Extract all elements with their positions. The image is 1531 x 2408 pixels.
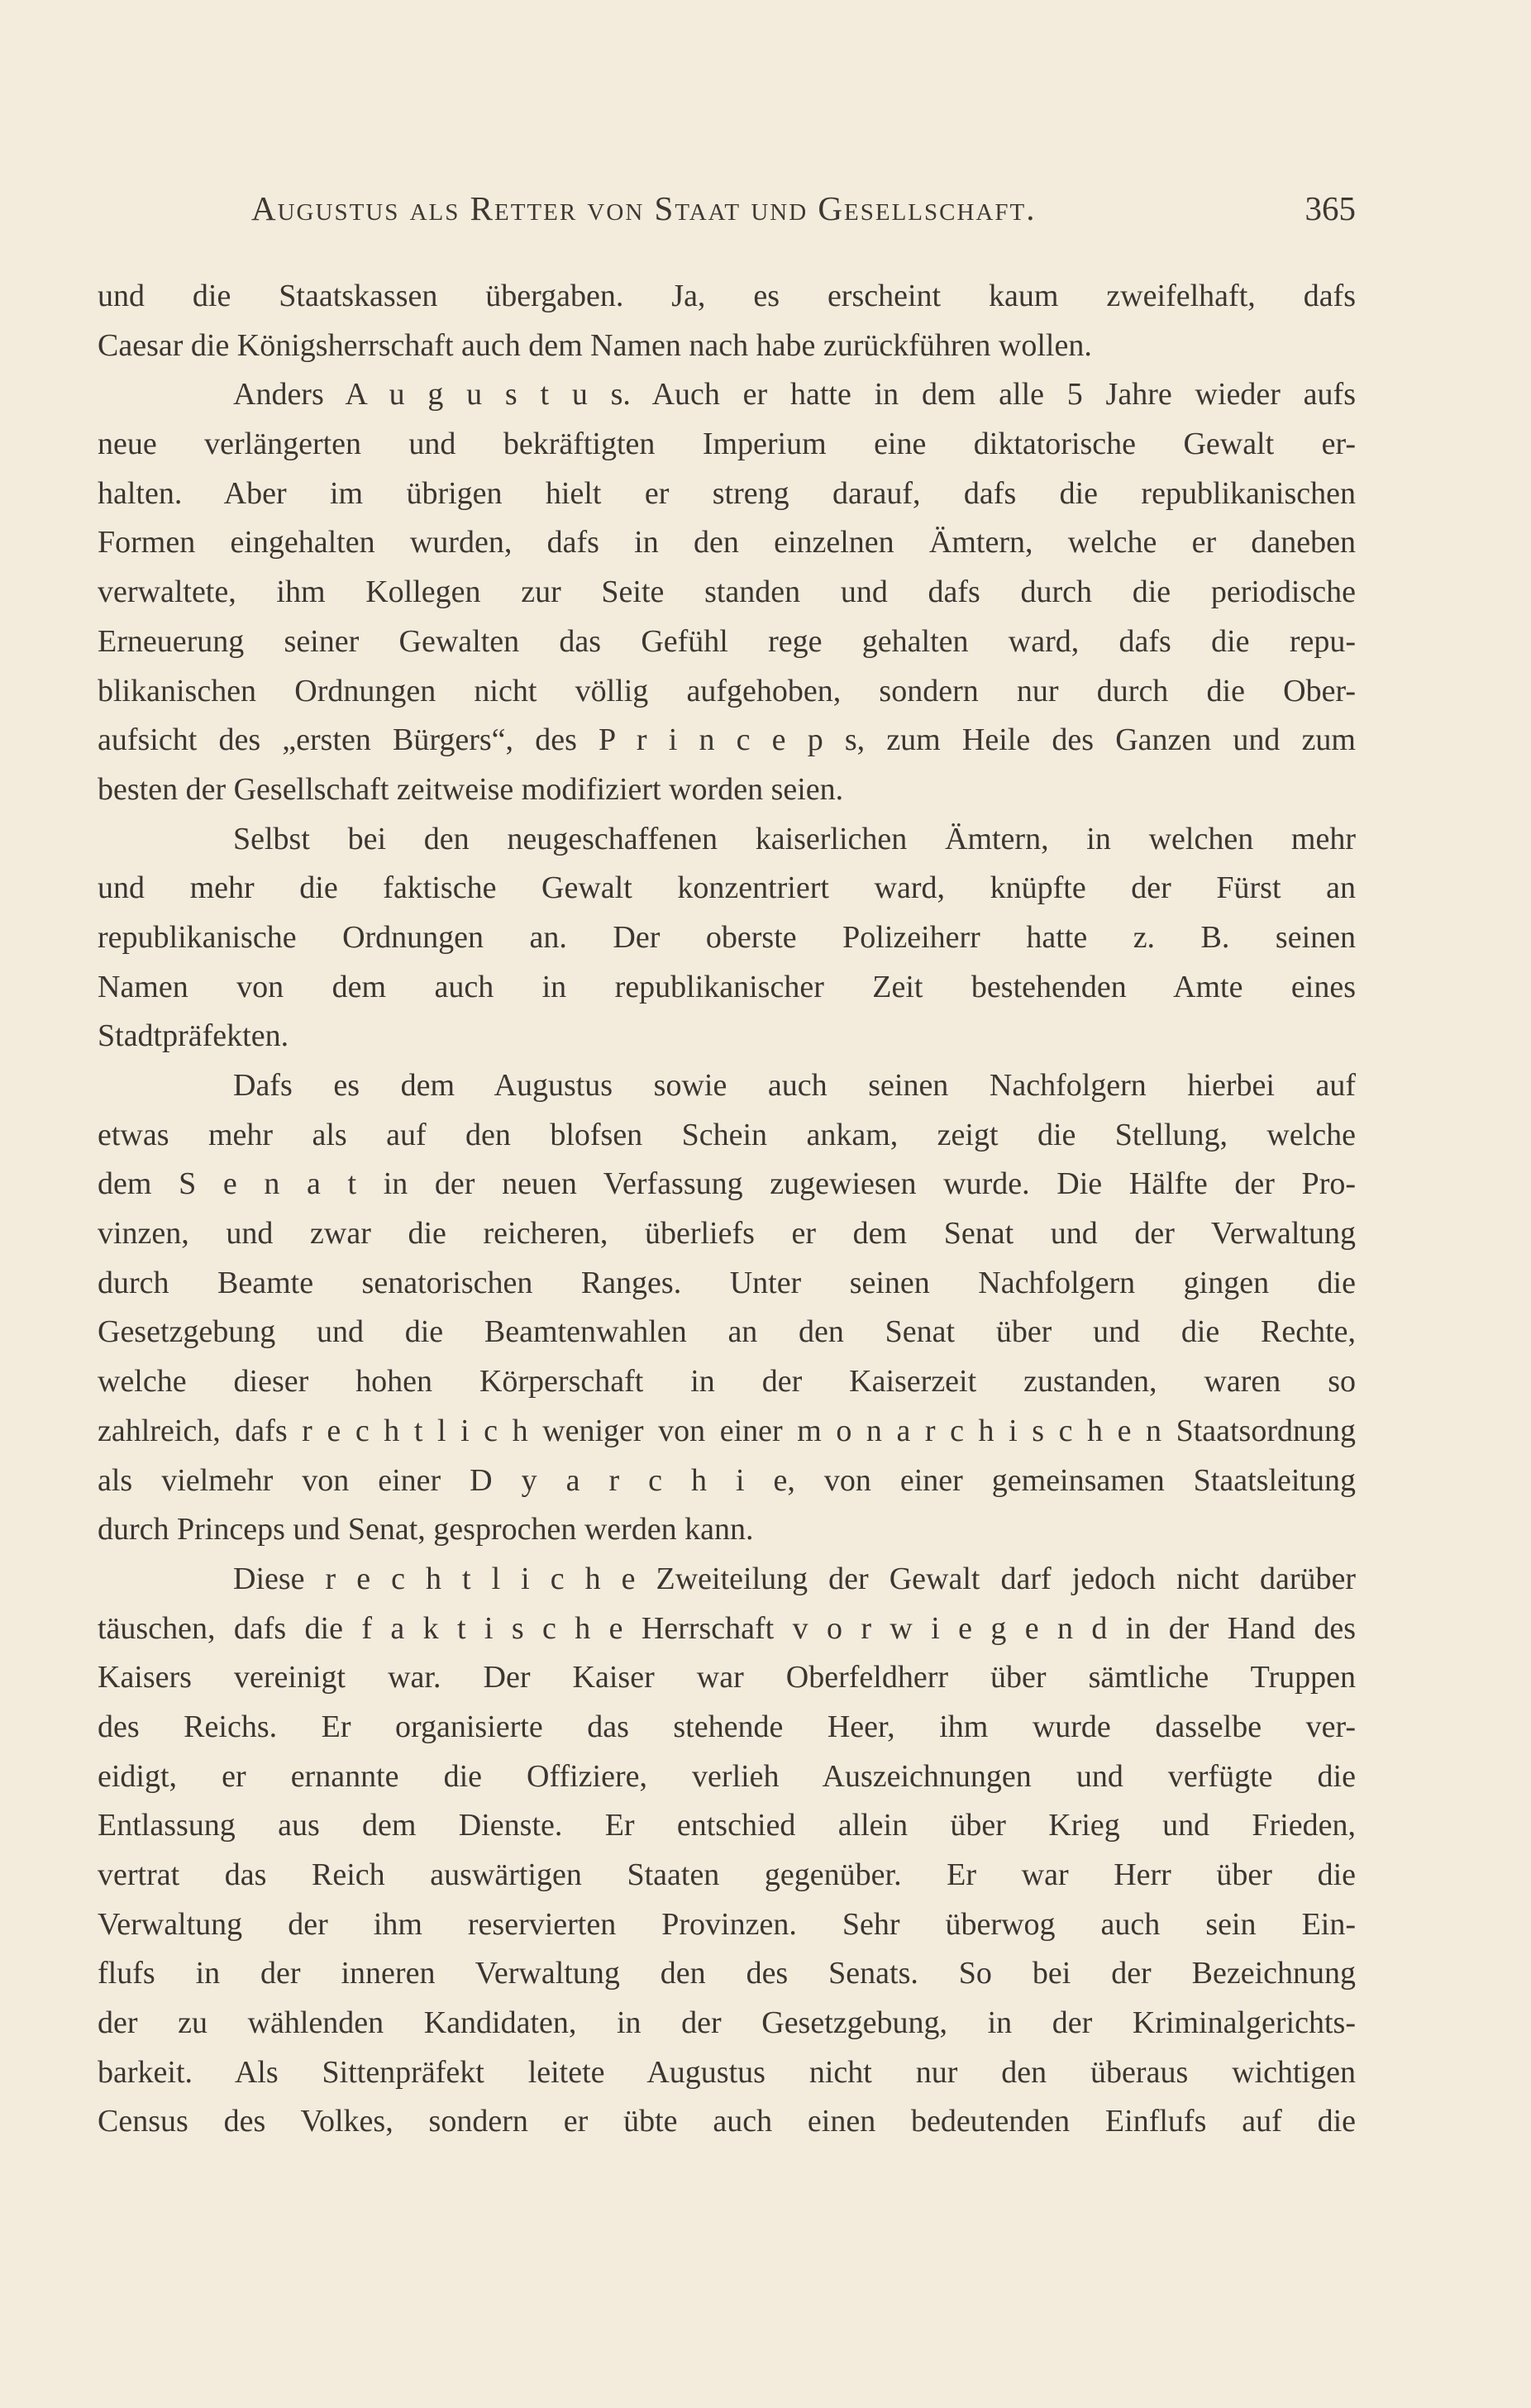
text-line: Diese r e c h t l i c h e Zweiteilung der Gewalt darf jedoch nicht darüber [233, 1561, 1356, 1596]
text-line: vinzen, und zwar die reicheren, überliefs er dem Senat und der Verwaltung [98, 1216, 1356, 1252]
text-line: barkeit. Als Sittenpräfekt leitete Augustus nicht nur den überaus wichtigen [98, 2054, 1356, 2090]
text-line: welche dieser hohen Körperschaft in der Kaiserzeit zustanden, waren so [98, 1364, 1356, 1400]
text-line: Selbst bei den neugeschaffenen kaiserlichen Ämtern, in welchen mehr [233, 821, 1356, 856]
text-line: Kaisers vereinigt war. Der Kaiser war Oberfeldherr über sämtliche Truppen [98, 1660, 1356, 1695]
text-line: Erneuerung seiner Gewalten das Gefühl rege gehalten ward, dafs die repu- [98, 623, 1356, 659]
text-line: vertrat das Reich auswärtigen Staaten gegenüber. Er war Herr über die [98, 1857, 1356, 1892]
text-line: als vielmehr von einer D y a r c h i e, von einer gemeinsamen Staatsleitung [98, 1462, 1356, 1498]
text-line: Census des Volkes, sondern er übte auch einen bedeutenden Einflufs auf die [98, 2104, 1356, 2139]
text-line: Anders A u g u s t u s. Auch er hatte in dem alle 5 Jahre wieder aufs [233, 377, 1356, 412]
body-text [98, 272, 1356, 2147]
text-line: aufsicht des „ersten Bürgers“, des P r i n c e p s, zum Heile des Ganzen und zum [98, 722, 1356, 758]
text-line: etwas mehr als auf den blofsen Schein ankam, zeigt die Stellung, welche [98, 1117, 1356, 1152]
text-line: Verwaltung der ihm reservierten Provinzen. Sehr überwog auch sein Ein- [98, 1906, 1356, 1942]
text-line: des Reichs. Er organisierte das stehende Heer, ihm wurde dasselbe ver- [98, 1709, 1356, 1744]
text-line: eidigt, er ernannte die Offiziere, verlieh Auszeichnungen und verfügte die [98, 1758, 1356, 1794]
text-line: täuschen, dafs die f a k t i s c h e Herrschaft v o r w i e g e n d in der Hand des [98, 1610, 1356, 1646]
text-line: Gesetzgebung und die Beamtenwahlen an den Senat über und die Rechte, [98, 1314, 1356, 1350]
text-line: zahlreich, dafs r e c h t l i c h weniger von einer m o n a r c h i s c h e n Staatsordnung [98, 1413, 1356, 1448]
text-line: Caesar die Königsherrschaft auch dem Namen nach habe zurückführen wollen. [98, 327, 1092, 363]
text-line: verwaltete, ihm Kollegen zur Seite standen und dafs durch die periodische [98, 575, 1356, 610]
text-line: der zu wählenden Kandidaten, in der Gesetzgebung, in der Kriminalgerichts- [98, 2005, 1356, 2041]
text-line: Formen eingehalten wurden, dafs in den einzelnen Ämtern, welche er daneben [98, 525, 1356, 560]
running-head: Augustus als Retter von Staat und Gesellschaft. [251, 189, 1037, 227]
text-line: durch Beamte senatorischen Ranges. Unter seinen Nachfolgern gingen die [98, 1265, 1356, 1300]
text-line: neue verlängerten und bekräftigten Imperium eine diktatorische Gewalt er- [98, 427, 1356, 462]
page-number: 365 [1304, 189, 1356, 227]
text-line: halten. Aber im übrigen hielt er streng darauf, dafs die republikanischen [98, 475, 1356, 511]
text-line: und die Staatskassen übergaben. Ja, es erscheint kaum zweifelhaft, dafs [98, 279, 1356, 313]
text-line: republikanische Ordnungen an. Der oberste Polizeiherr hatte z. B. seinen [98, 919, 1356, 955]
text-line: Namen von dem auch in republikanischer Zeit bestehenden Amte eines [98, 969, 1356, 1004]
text-line: besten der Gesellschaft zeitweise modifiziert worden seien. [98, 771, 844, 807]
text-line: dem S e n a t in der neuen Verfassung zugewiesen wurde. Die Hälfte der Pro- [98, 1166, 1356, 1202]
page-header [98, 188, 1362, 235]
text-line: flufs in der inneren Verwaltung den des Senats. So bei der Bezeichnung [98, 1956, 1356, 1991]
text-line: durch Princeps und Senat, gesprochen werden kann. [98, 1512, 754, 1547]
text-line: blikanischen Ordnungen nicht völlig aufgehoben, sondern nur durch die Ober- [98, 673, 1356, 708]
text-line: Dafs es dem Augustus sowie auch seinen Nachfolgern hierbei auf [233, 1068, 1356, 1103]
text-line: Entlassung aus dem Dienste. Er entschied allein über Krieg und Frieden, [98, 1808, 1356, 1843]
text-line: Stadtpräfekten. [98, 1018, 289, 1054]
text-line: und mehr die faktische Gewalt konzentriert ward, knüpfte der Fürst an [98, 870, 1356, 906]
